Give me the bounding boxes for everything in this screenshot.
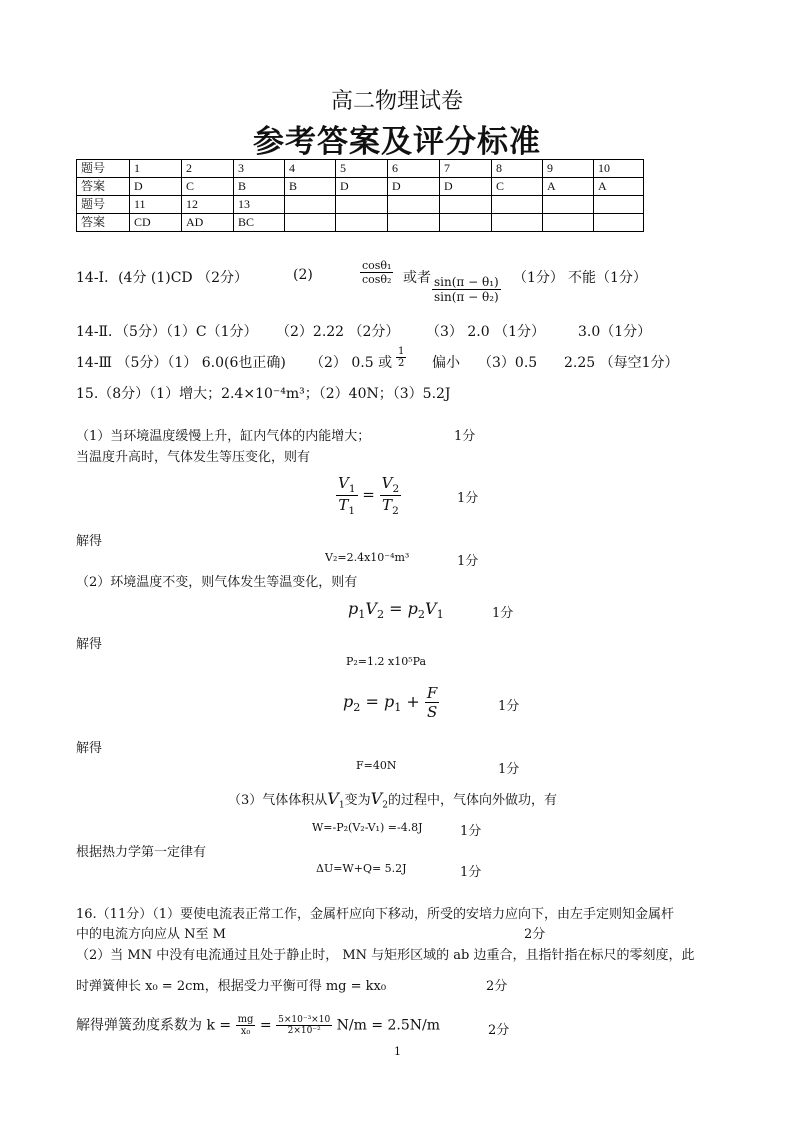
- table-cell: [440, 196, 492, 214]
- table-cell: D: [388, 178, 440, 196]
- table-cell: [594, 196, 644, 214]
- table-cell: [543, 214, 594, 232]
- q14-2-c: （3） 2.0 （1分）: [426, 324, 545, 340]
- q14-2-d: 3.0（1分）: [578, 324, 652, 340]
- table-cell: 12: [182, 196, 234, 214]
- table-cell: 9: [543, 160, 594, 178]
- table-cell: AD: [182, 214, 234, 232]
- q15-line4-c: 的过程中，气体向外做功，有: [388, 793, 558, 808]
- q16-line5: [76, 1014, 440, 1037]
- q15-line1: （1）当环境温度缓慢上升，缸内气体的内能增大；: [76, 429, 371, 444]
- table-cell: A: [594, 178, 644, 196]
- table-cell: B: [234, 178, 285, 196]
- q15-line3: （2）环境温度不变，则气体发生等温变化，则有: [76, 575, 358, 590]
- q15-line2: 当温度升高时，气体发生等压变化，则有: [76, 450, 311, 465]
- q15-line1-score: 1分: [454, 429, 476, 444]
- table-cell: BC: [234, 214, 285, 232]
- table-cell: A: [543, 178, 594, 196]
- q14-1-fraction-sin: [432, 275, 501, 304]
- q14-1-prefix: 14-Ⅰ．(4分 (1)CD （2分）: [76, 270, 249, 286]
- table-cell: C: [182, 178, 234, 196]
- q16-line4: 时弹簧伸长 x₀ = 2cm，根据受力平衡可得 mg = kx₀: [76, 979, 387, 994]
- q14-1-or: 或者: [403, 270, 431, 286]
- q14-3-a: 14-Ⅲ （5分）（1） 6.0(6也正确): [76, 355, 286, 371]
- table-row: [77, 160, 644, 178]
- table-cell: 13: [234, 196, 285, 214]
- q15-eq-gaylussac: $\frac{V_1}{T_1}$ = $\frac{V_2}{T_2}$: [338, 474, 400, 517]
- table-cell: 5: [336, 160, 388, 178]
- q14-1-part2: (2): [293, 267, 313, 283]
- q16-line5-score: 2分: [488, 1023, 510, 1038]
- table-cell: 答案: [77, 178, 130, 196]
- page-subtitle: 参考答案及评分标准: [253, 124, 541, 160]
- q15-line5: 根据热力学第一定律有: [76, 845, 207, 860]
- table-cell: 6: [388, 160, 440, 178]
- q16-line4-score: 2分: [486, 979, 508, 994]
- frac-cos-den: cosθ₂: [362, 273, 392, 286]
- q16-frac2-den: 2×10⁻²: [287, 1026, 321, 1036]
- q15-f-result: F=40N: [356, 759, 397, 772]
- table-cell: [492, 196, 543, 214]
- q15-f-score: 1分: [498, 762, 520, 777]
- q15-jiede1: 解得: [76, 534, 103, 549]
- table-cell: C: [492, 178, 543, 196]
- q15-line4-b: 变为: [344, 793, 371, 808]
- q15-v2-score: 1分: [457, 554, 479, 569]
- q16-line2: 中的电流方向应从 N至 M: [76, 927, 226, 942]
- q15-eq2-score: 1分: [492, 606, 514, 621]
- table-row: [77, 214, 644, 232]
- table-cell: 题号: [77, 160, 130, 178]
- q15-eq1-score: 1分: [457, 491, 479, 506]
- q14-3-b: （2） 0.5 或: [310, 355, 393, 371]
- table-cell: 1: [130, 160, 182, 178]
- q14-1-cannot: 不能（1分）: [568, 270, 647, 286]
- table-cell: [388, 214, 440, 232]
- half-num: 1: [398, 346, 405, 357]
- table-cell: 4: [285, 160, 336, 178]
- frac-sin-den: sin(π − θ₂): [434, 290, 499, 304]
- frac-sin-num: sin(π − θ₁): [434, 275, 499, 289]
- table-cell: 8: [492, 160, 543, 178]
- table-cell: 11: [130, 196, 182, 214]
- table-cell: [440, 214, 492, 232]
- q15-eq3-score: 1分: [498, 699, 520, 714]
- q16-line2-score: 2分: [524, 927, 546, 942]
- page-number: 1: [394, 1045, 401, 1058]
- q16-line1: 16.（11分）（1）要使电流表正常工作，金属杆应向下移动，所受的安培力应向下，由左手定则知金属杆: [76, 907, 674, 922]
- table-cell: D: [336, 178, 388, 196]
- q16-line5-a: 解得弹簧劲度系数为 k =: [76, 1017, 232, 1034]
- q16-frac2-num: 5×10⁻³×10: [278, 1015, 331, 1025]
- q14-3-c: 偏小: [432, 355, 460, 371]
- q14-3-d: （3）0.5: [478, 355, 538, 371]
- q15-p2-result: P₂=1.2 x10⁵Pa: [346, 655, 427, 668]
- table-cell: 7: [440, 160, 492, 178]
- table-cell: [594, 214, 644, 232]
- table-cell: D: [130, 178, 182, 196]
- table-cell: 3: [234, 160, 285, 178]
- table-cell: CD: [130, 214, 182, 232]
- table-cell: [543, 196, 594, 214]
- q16-frac-den: x₀: [240, 1026, 251, 1037]
- table-cell: [336, 196, 388, 214]
- half-den: 2: [398, 358, 405, 369]
- table-row: [77, 196, 644, 214]
- table-cell: [336, 214, 388, 232]
- q15-v2-result: V₂=2.4x10⁻⁴m³: [325, 551, 410, 564]
- q14-3-e: 2.25 （每空1分）: [564, 355, 679, 371]
- q16-frac-num: mg: [237, 1014, 254, 1025]
- q14-2-a: 14-Ⅱ．（5分）（1）C（1分）: [76, 324, 258, 340]
- q16-line5-b: N/m = 2.5N/m: [336, 1017, 441, 1034]
- q15-jiede3: 解得: [76, 741, 103, 756]
- q14-1-score: （1分）: [513, 270, 564, 286]
- table-cell: B: [285, 178, 336, 196]
- q15-w-result: W=-P₂(V₂-V₁) =-4.8J: [312, 821, 423, 834]
- table-cell: [285, 196, 336, 214]
- q15-line4: （3）气体体积从$V_1$变为$V_2$的过程中，气体向外做功，有: [228, 789, 558, 811]
- q16-line3: （2）当 MN 中没有电流通过且处于静止时， MN 与矩形区域的 ab 边重合，且指针指在标尺的零刻度，此: [76, 948, 695, 963]
- table-cell: 2: [182, 160, 234, 178]
- table-cell: [285, 214, 336, 232]
- table-cell: [492, 214, 543, 232]
- q15-du-score: 1分: [460, 865, 482, 880]
- answer-table: [76, 159, 644, 232]
- table-cell: D: [440, 178, 492, 196]
- q15-du-result: ΔU=W+Q= 5.2J: [316, 862, 407, 875]
- table-cell: 答案: [77, 214, 130, 232]
- q15-jiede2: 解得: [76, 637, 103, 652]
- table-row: [77, 178, 644, 196]
- q14-2-b: （2）2.22 （2分）: [276, 324, 400, 340]
- q14-3-half: [396, 346, 406, 369]
- table-cell: [388, 196, 440, 214]
- page-title: 高二物理试卷: [330, 89, 463, 114]
- q16-line5-eq: =: [259, 1017, 272, 1034]
- q15-w-score: 1分: [460, 824, 482, 839]
- q15-line4-a: （3）气体体积从: [228, 793, 328, 808]
- q14-1-fraction-cos: [360, 259, 393, 286]
- q15-eq-boyle: $p_1V_2 = p_2V_1$: [348, 599, 444, 622]
- table-cell: 10: [594, 160, 644, 178]
- table-cell: 题号: [77, 196, 130, 214]
- frac-cos-num: cosθ₁: [362, 259, 392, 272]
- q15-eq-pressure: $p_2 = p_1$ + $\frac{F}{S}$: [343, 684, 438, 721]
- q15-summary: 15.（8分）（1）增大；2.4×10⁻⁴m³；（2）40N；（3）5.2J: [76, 386, 451, 402]
